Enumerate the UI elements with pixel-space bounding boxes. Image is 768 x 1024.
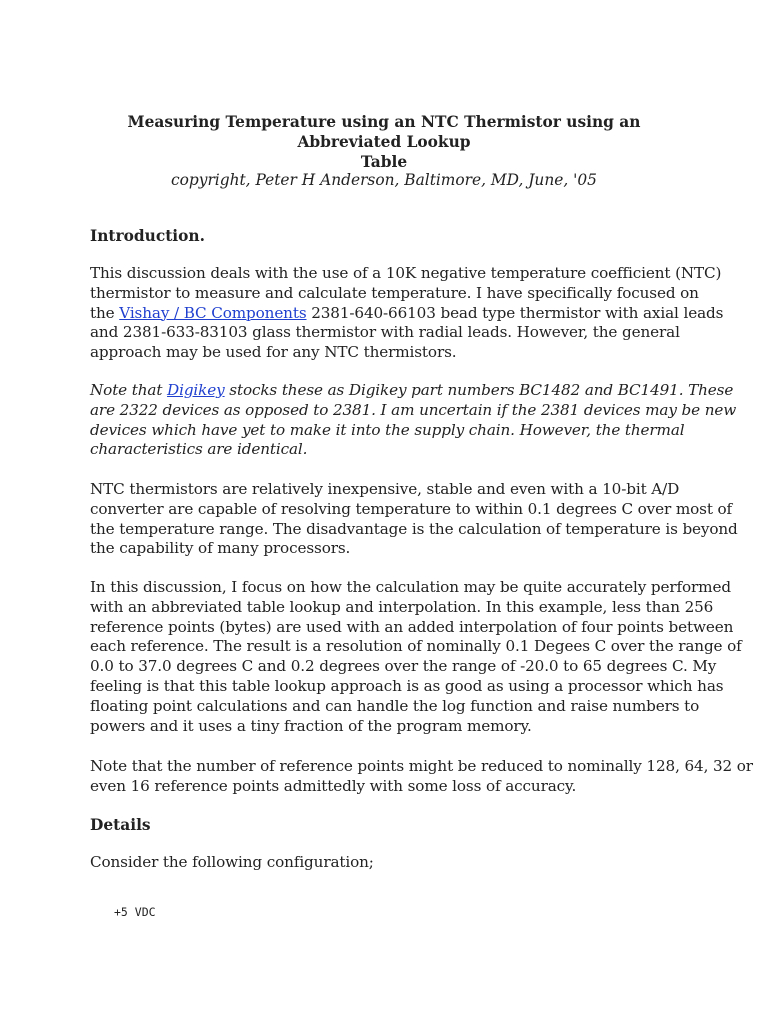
text-line: 0.0 to 37.0 degrees C and 0.2 degrees over the range of -20.0 to 65 degrees C. My <box>90 657 717 676</box>
text-line: Note that the number of reference points might be reduced to nominally 128, 64, 32 or <box>90 757 753 775</box>
copyright-line: copyright, Peter H Anderson, Baltimore, MD, June, '05 <box>171 171 597 189</box>
document-title <box>88 112 680 172</box>
text-segment: stocks these as Digikey part numbers BC1482 and BC1491. These <box>224 381 734 399</box>
text-line: feeling is that this table lookup approach is as good as using a processor which has <box>90 676 724 695</box>
text-line: devices which have yet to make it into the supply chain. However, the thermal <box>90 420 685 439</box>
text-line: powers and it uses a tiny fraction of the program memory. <box>90 716 532 735</box>
text-line: floating point calculations and can handle the log function and raise numbers to <box>90 696 700 715</box>
text-segment: Note that <box>90 381 168 399</box>
text-line: In this discussion, I focus on how the calculation may be quite accurately performed <box>90 578 731 596</box>
code-block: +5 VDC <box>114 905 156 919</box>
intro-paragraph-3 <box>90 480 738 559</box>
text-line: This discussion deals with the use of a 10K negative temperature coefficient (NTC) <box>90 264 722 282</box>
intro-paragraph-4 <box>90 578 742 736</box>
title-line-1: Measuring Temperature using an NTC Thermistor using an Abbreviated Lookup <box>127 113 641 151</box>
text-line: converter are capable of resolving temperature to within 0.1 degrees C over most of <box>90 499 733 518</box>
text-line: approach may be used for any NTC thermistors. <box>90 343 457 362</box>
text-segment: the <box>90 303 120 322</box>
text-line: reference points (bytes) are used with an added interpolation of four points between <box>90 617 734 636</box>
text-line: thermistor to measure and calculate temperature. I have specifically focused on <box>90 283 699 302</box>
intro-paragraph-1 <box>90 264 724 363</box>
title-line-2: Table <box>360 153 408 171</box>
text-line: each reference. The result is a resolution of nominally 0.1 Degees C over the range of <box>90 637 742 656</box>
text-line: characteristics are identical. <box>90 440 308 459</box>
text-line: even 16 reference points admittedly with some loss of accuracy. <box>90 776 577 795</box>
digikey-link[interactable]: Digikey <box>167 381 225 399</box>
intro-paragraph-5 <box>90 757 753 797</box>
vishay-bc-components-link[interactable]: Vishay / BC Components <box>119 303 307 322</box>
text-line: the temperature range. The disadvantage is the calculation of temperature is beyond <box>90 519 738 538</box>
text-line: are 2322 devices as opposed to 2381. I am uncertain if the 2381 devices may be new <box>90 400 737 419</box>
digikey-note-paragraph <box>90 381 737 460</box>
text-line: the capability of many processors. <box>90 539 351 558</box>
text-line: with an abbreviated table lookup and interpolation. In this example, less than 256 <box>90 597 714 616</box>
text-line <box>90 381 734 401</box>
text-line: and 2381-633-83103 glass thermistor with radial leads. However, the general <box>90 323 680 342</box>
text-line: NTC thermistors are relatively inexpensive, stable and even with a 10-bit A/D <box>90 480 680 498</box>
text-line <box>90 303 724 324</box>
introduction-heading: Introduction. <box>90 227 205 245</box>
text-segment: 2381-640-66103 bead type thermistor with axial leads <box>306 303 724 322</box>
details-paragraph-1: Consider the following configuration; <box>90 853 374 871</box>
details-heading: Details <box>90 816 151 834</box>
